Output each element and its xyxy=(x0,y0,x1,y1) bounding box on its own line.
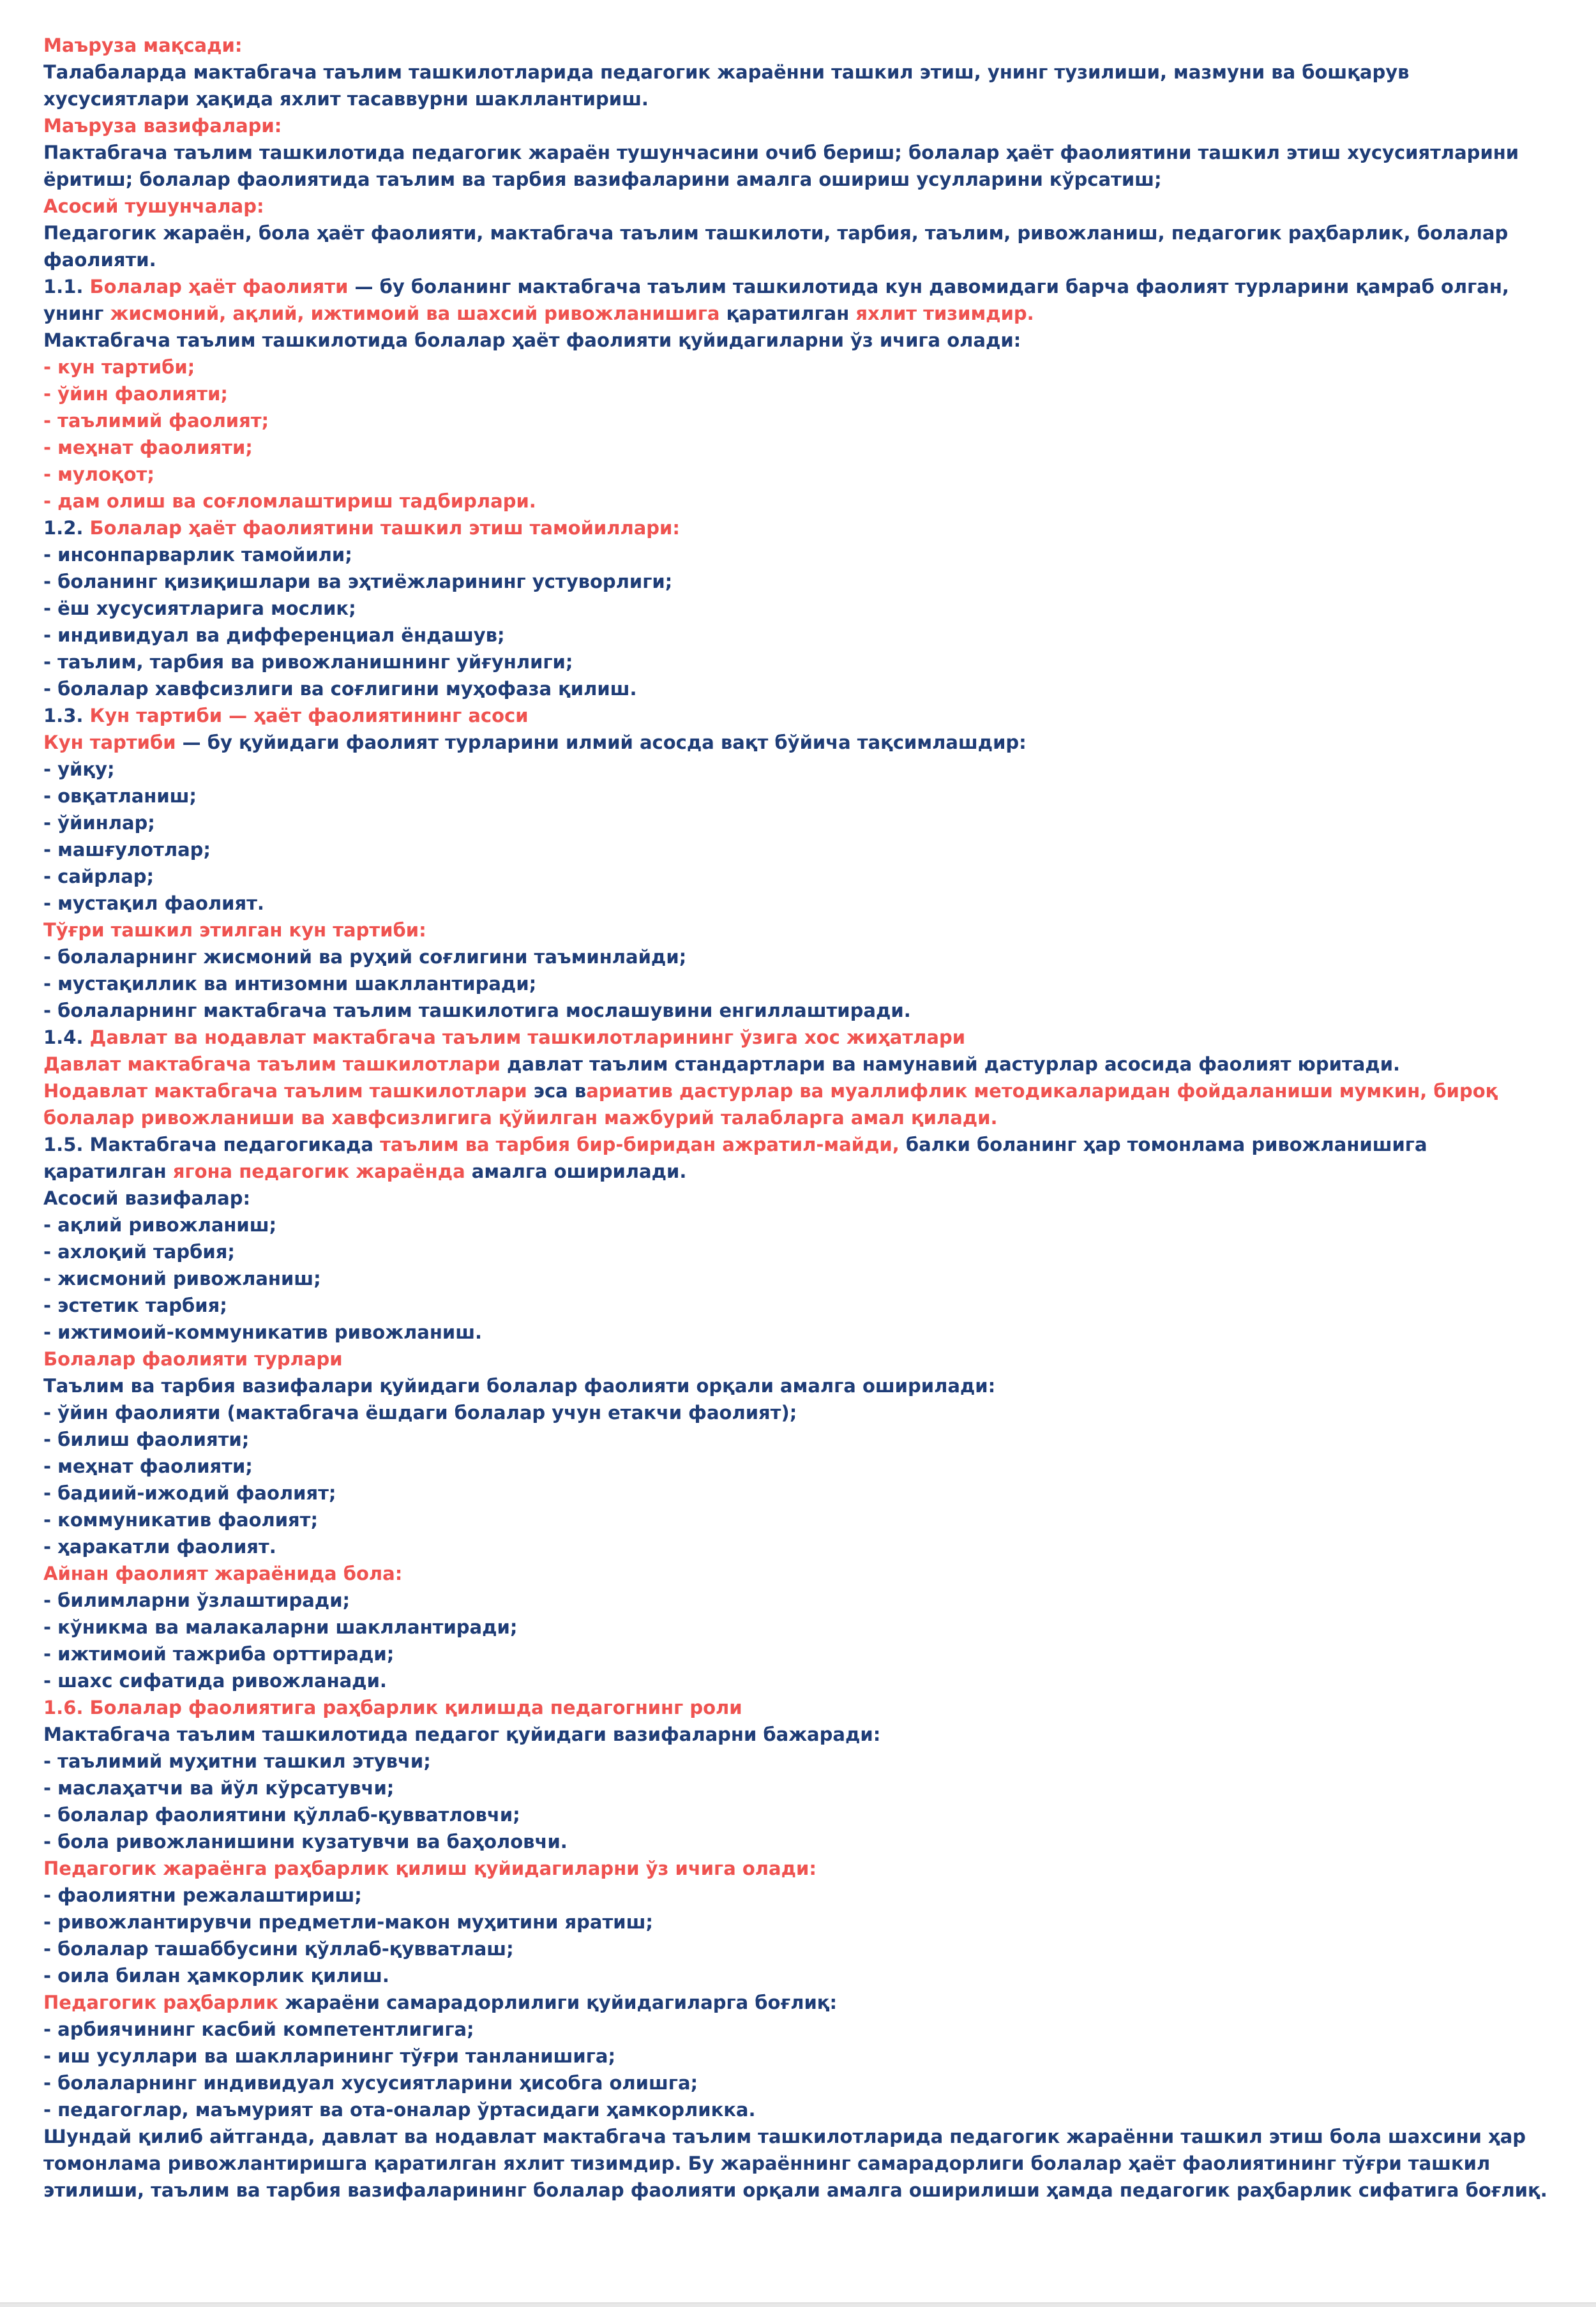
highlight-text: Айнан фаолият жараёнида бола: xyxy=(43,1563,403,1584)
highlight-text: ариатив дастурлар ва муаллифлик методикаларидан фойдаланиши мумкин, бироқ болалар ривожланиши ва хавфсизлигига қўйилган мажбурий талабларга амал қилади. xyxy=(43,1080,1498,1129)
doc-paragraph xyxy=(43,1962,1556,1989)
doc-paragraph xyxy=(43,1024,1556,1051)
doc-paragraph xyxy=(43,1748,1556,1775)
doc-paragraph xyxy=(43,1560,1556,1587)
body-text: - меҳнат фаолияти; xyxy=(43,1455,253,1477)
body-text: Талабаларда мактабгача таълим ташкилотларида педагогик жараённи ташкил этиш, унинг тузилиши, мазмуни ва бошқарув хусусиятлари ҳақида яхлит тасаввурни шакллантириш. xyxy=(43,61,1410,110)
doc-paragraph xyxy=(43,1989,1556,2016)
highlight-text: Давлат ва нодавлат мактабгача таълим ташкилотларининг ўзига хос жиҳатлари xyxy=(89,1026,966,1048)
body-text: - ривожлантирувчи предметли-макон муҳитини яратиш; xyxy=(43,1911,654,1933)
highlight-text: Педагогик раҳбарлик xyxy=(43,1992,279,2013)
body-text: амалга оширилади. xyxy=(465,1161,687,1182)
doc-paragraph xyxy=(43,59,1556,112)
doc-paragraph xyxy=(43,220,1556,273)
body-text: - ижтимоий тажриба орттиради; xyxy=(43,1643,395,1665)
doc-paragraph xyxy=(43,434,1556,461)
doc-paragraph xyxy=(43,1453,1556,1480)
doc-paragraph xyxy=(43,1319,1556,1346)
doc-paragraph xyxy=(43,1507,1556,1533)
doc-paragraph xyxy=(43,1935,1556,1962)
doc-paragraph xyxy=(43,1399,1556,1426)
doc-paragraph xyxy=(43,1212,1556,1238)
highlight-text: Кун тартиби — ҳаёт фаолиятининг асоси xyxy=(89,705,529,726)
body-text: жараёни самарадорлилиги қуйидагиларга боғлиқ: xyxy=(278,1992,838,2013)
body-text: давлат таълим стандартлари ва намунавий дастурлар асосида фаолият юритади. xyxy=(500,1053,1401,1075)
doc-paragraph xyxy=(43,836,1556,863)
doc-paragraph xyxy=(43,139,1556,193)
body-text: эса в xyxy=(533,1080,587,1102)
doc-paragraph xyxy=(43,488,1556,515)
body-text: - сайрлар; xyxy=(43,866,154,887)
highlight-text: Болалар ҳаёт фаолиятини ташкил этиш тамойиллари: xyxy=(89,517,680,539)
body-text: - болалар хавфсизлиги ва соғлигини муҳофаза қилиш. xyxy=(43,678,637,700)
body-text: 1.5. Мактабгача педагогикада xyxy=(43,1134,380,1155)
doc-paragraph xyxy=(43,1855,1556,1882)
body-text: - болалар ташаббусини қўллаб-қувватлаш; xyxy=(43,1938,514,1960)
body-text: - коммуникатив фаолият; xyxy=(43,1509,319,1531)
doc-paragraph xyxy=(43,890,1556,917)
doc-paragraph xyxy=(43,1185,1556,1212)
doc-paragraph xyxy=(43,970,1556,997)
doc-paragraph xyxy=(43,541,1556,568)
body-text: Мактабгача таълим ташкилотида болалар ҳаёт фаолияти қуйидагиларни ўз ичига олади: xyxy=(43,329,1021,351)
doc-paragraph xyxy=(43,193,1556,220)
body-text: - педагоглар, маъмурият ва ота-оналар ўртасидаги ҳамкорликка. xyxy=(43,2099,756,2121)
doc-paragraph xyxy=(43,649,1556,675)
body-text: - фаолиятни режалаштириш; xyxy=(43,1884,362,1906)
body-text: - билимларни ўзлаштиради; xyxy=(43,1589,350,1611)
body-text: Пактабгача таълим ташкилотида педагогик жараён тушунчасини очиб бериш; болалар ҳаёт фаолиятини ташкил этиш хусусиятларини ёритиш; болалар фаолиятида таълим ва тарбия вазифаларини амалга ошириш усулларини кўрсатиш; xyxy=(43,142,1519,190)
doc-paragraph xyxy=(43,1614,1556,1641)
doc-paragraph xyxy=(43,2123,1556,2204)
doc-paragraph xyxy=(43,1533,1556,1560)
doc-paragraph xyxy=(43,729,1556,756)
doc-paragraph xyxy=(43,273,1556,327)
body-text: — бу қуйидаги фаолият турларини илмий асосда вақт бўйича тақсимлашдир: xyxy=(176,732,1027,753)
highlight-text: Давлат мактабгача таълим ташкилотлари xyxy=(43,1053,501,1075)
doc-paragraph xyxy=(43,380,1556,407)
body-text: - кўникма ва малакаларни шакллантиради; xyxy=(43,1616,518,1638)
doc-paragraph xyxy=(43,702,1556,729)
doc-paragraph xyxy=(43,2070,1556,2096)
doc-paragraph xyxy=(43,756,1556,783)
body-text: - овқатланиш; xyxy=(43,785,197,807)
doc-paragraph xyxy=(43,1721,1556,1748)
highlight-text: - таълимий фаолият; xyxy=(43,410,269,432)
highlight-text: - кун тартиби; xyxy=(43,356,195,378)
body-text: 1.4. xyxy=(43,1026,90,1048)
highlight-text: жисмоний, ақлий, ижтимоий ва шахсий ривожланишига xyxy=(110,303,720,324)
body-text: Педагогик жараён, бола ҳаёт фаолияти, мактабгача таълим ташкилоти, тарбия, таълим, ривожланиш, педагогик раҳбарлик, болалар фаолияти. xyxy=(43,222,1509,271)
body-text: - ижтимоий-коммуникатив ривожланиш. xyxy=(43,1321,483,1343)
body-text: - арбиячининг касбий компетентлигига; xyxy=(43,2018,474,2040)
lecture-document xyxy=(43,32,1556,2204)
body-text: 1.1. xyxy=(43,276,90,297)
highlight-text: 1.6. Болалар фаолиятига раҳбарлик қилишда педагогнинг роли xyxy=(43,1697,742,1718)
body-text: - эстетик тарбия; xyxy=(43,1295,227,1316)
doc-paragraph xyxy=(43,1801,1556,1828)
body-text: - бола ривожланишини кузатувчи ва баҳоловчи. xyxy=(43,1831,568,1852)
doc-paragraph xyxy=(43,863,1556,890)
doc-paragraph xyxy=(43,1426,1556,1453)
doc-paragraph xyxy=(43,32,1556,59)
doc-paragraph xyxy=(43,1909,1556,1935)
doc-paragraph xyxy=(43,1078,1556,1131)
doc-paragraph xyxy=(43,1346,1556,1372)
body-text: - ўйинлар; xyxy=(43,812,155,834)
body-text: - ақлий ривожланиш; xyxy=(43,1214,277,1236)
body-text: - болалар фаолиятини қўллаб-қувватловчи; xyxy=(43,1804,520,1826)
highlight-text: Асосий тушунчалар: xyxy=(43,195,264,217)
doc-paragraph xyxy=(43,997,1556,1024)
doc-paragraph xyxy=(43,2096,1556,2123)
body-text: - ёш хусусиятларига мослик; xyxy=(43,597,356,619)
doc-paragraph xyxy=(43,1828,1556,1855)
doc-paragraph xyxy=(43,675,1556,702)
body-text: Таълим ва тарбия вазифалари қуйидаги болалар фаолияти орқали амалга оширилади: xyxy=(43,1375,996,1397)
highlight-text: Болалар фаолияти турлари xyxy=(43,1348,343,1370)
body-text: - маслаҳатчи ва йўл кўрсатувчи; xyxy=(43,1777,395,1799)
doc-paragraph xyxy=(43,622,1556,649)
body-text: - машғулотлар; xyxy=(43,839,211,860)
doc-paragraph xyxy=(43,1372,1556,1399)
doc-paragraph xyxy=(43,1292,1556,1319)
body-text: - иш усуллари ва шаклларининг тўғри танланишига; xyxy=(43,2045,616,2067)
highlight-text: Нодавлат мактабгача таълим ташкилотлари xyxy=(43,1080,534,1102)
doc-paragraph xyxy=(43,407,1556,434)
body-text: - бадиий-ижодий фаолият; xyxy=(43,1482,336,1504)
doc-paragraph xyxy=(43,1131,1556,1185)
doc-paragraph xyxy=(43,515,1556,541)
highlight-text: Маъруза вазифалари: xyxy=(43,115,282,137)
body-text: - шахс сифатида ривожланади. xyxy=(43,1670,387,1692)
body-text: - ахлоқий тарбия; xyxy=(43,1241,235,1263)
body-text: - индивидуал ва дифференциал ёндашув; xyxy=(43,624,505,646)
body-text: - мустақил фаолият. xyxy=(43,892,264,914)
body-text: Шундай қилиб айтганда, давлат ва нодавлат мактабгача таълим ташкилотларида педагогик жараённи ташкил этиш бола шахсини ҳар томонлама ривожлантиришга қаратилган яхлит тизимдир. Бу жараённинг самарадорлиги болалар ҳаёт фаолиятининг тўғри ташкил этилиши, таълим ва тарбия вазифаларининг болалар фаолияти орқали амалга оширилиши ҳамда педагогик раҳбарлик сифатига боғлиқ. xyxy=(43,2126,1547,2201)
highlight-text: - ўйин фаолияти; xyxy=(43,383,228,405)
body-text: - болаларнинг индивидуал хусусиятларини ҳисобга олишга; xyxy=(43,2072,698,2094)
body-text: - боланинг қизиқишлари ва эҳтиёжларининг устуворлиги; xyxy=(43,571,673,592)
doc-paragraph xyxy=(43,461,1556,488)
doc-paragraph xyxy=(43,568,1556,595)
body-text: - ўйин фаолияти (мактабгача ёшдаги болалар учун етакчи фаолият); xyxy=(43,1402,797,1424)
doc-paragraph xyxy=(43,809,1556,836)
body-text: - таълимий муҳитни ташкил этувчи; xyxy=(43,1750,431,1772)
body-text: балки боланинг ҳар томонлама ривожланишига қаратилган xyxy=(43,1134,1427,1182)
body-text: - ҳаракатли фаолият. xyxy=(43,1536,276,1558)
doc-paragraph xyxy=(43,354,1556,380)
body-text: - болаларнинг жисмоний ва руҳий соғлигини таъминлайди; xyxy=(43,946,687,968)
doc-paragraph xyxy=(43,1238,1556,1265)
highlight-text: - меҳнат фаолияти; xyxy=(43,437,253,458)
highlight-text: ягона педагогик жараёнда xyxy=(172,1161,465,1182)
body-text: 1.3. xyxy=(43,705,90,726)
body-text: - таълим, тарбия ва ривожланишнинг уйғунлиги; xyxy=(43,651,573,673)
body-text: - инсонпарварлик тамойили; xyxy=(43,544,352,566)
body-text: - уйқу; xyxy=(43,758,115,780)
highlight-text: Кун тартиби xyxy=(43,732,176,753)
doc-paragraph xyxy=(43,327,1556,354)
doc-paragraph xyxy=(43,783,1556,809)
doc-paragraph xyxy=(43,1587,1556,1614)
highlight-text: таълим ва тарбия бир-биридан ажратил-майди, xyxy=(380,1134,900,1155)
highlight-text: яхлит тизимдир. xyxy=(855,303,1034,324)
doc-paragraph xyxy=(43,1265,1556,1292)
doc-paragraph xyxy=(43,917,1556,943)
page-bottom-border xyxy=(0,2303,1596,2307)
doc-paragraph xyxy=(43,1667,1556,1694)
body-text: - билиш фаолияти; xyxy=(43,1429,250,1450)
doc-paragraph xyxy=(43,1882,1556,1909)
body-text: Мактабгача таълим ташкилотида педагог қуйидаги вазифаларни бажаради: xyxy=(43,1724,881,1745)
highlight-text: Педагогик жараёнга раҳбарлик қилиш қуйидагиларни ўз ичига олади: xyxy=(43,1858,817,1879)
body-text: 1.2. xyxy=(43,517,90,539)
body-text: - мустақиллик ва интизомни шакллантиради; xyxy=(43,973,537,995)
doc-paragraph xyxy=(43,1641,1556,1667)
doc-paragraph xyxy=(43,1051,1556,1078)
doc-paragraph xyxy=(43,595,1556,622)
doc-paragraph xyxy=(43,1694,1556,1721)
highlight-text: - дам олиш ва соғломлаштириш тадбирлари. xyxy=(43,490,536,512)
doc-paragraph xyxy=(43,2016,1556,2043)
doc-paragraph xyxy=(43,1480,1556,1507)
body-text: - жисмоний ривожланиш; xyxy=(43,1268,321,1289)
highlight-text: Маъруза мақсади: xyxy=(43,34,243,56)
body-text: қаратилган xyxy=(719,303,856,324)
body-text: - оила билан ҳамкорлик қилиш. xyxy=(43,1965,389,1987)
doc-paragraph xyxy=(43,2043,1556,2070)
body-text: - болаларнинг мактабгача таълим ташкилотига мослашувини енгиллаштиради. xyxy=(43,1000,911,1021)
highlight-text: - мулоқот; xyxy=(43,463,154,485)
doc-paragraph xyxy=(43,112,1556,139)
doc-paragraph xyxy=(43,943,1556,970)
body-text: — бу боланинг мактабгача таълим ташкилотида кун давомидаги барча фаолият турларини қамраб олган, унинг xyxy=(43,276,1509,324)
doc-paragraph xyxy=(43,1775,1556,1801)
highlight-text: Болалар ҳаёт фаолияти xyxy=(89,276,349,297)
highlight-text: Тўғри ташкил этилган кун тартиби: xyxy=(43,919,426,941)
body-text: Асосий вазифалар: xyxy=(43,1187,251,1209)
